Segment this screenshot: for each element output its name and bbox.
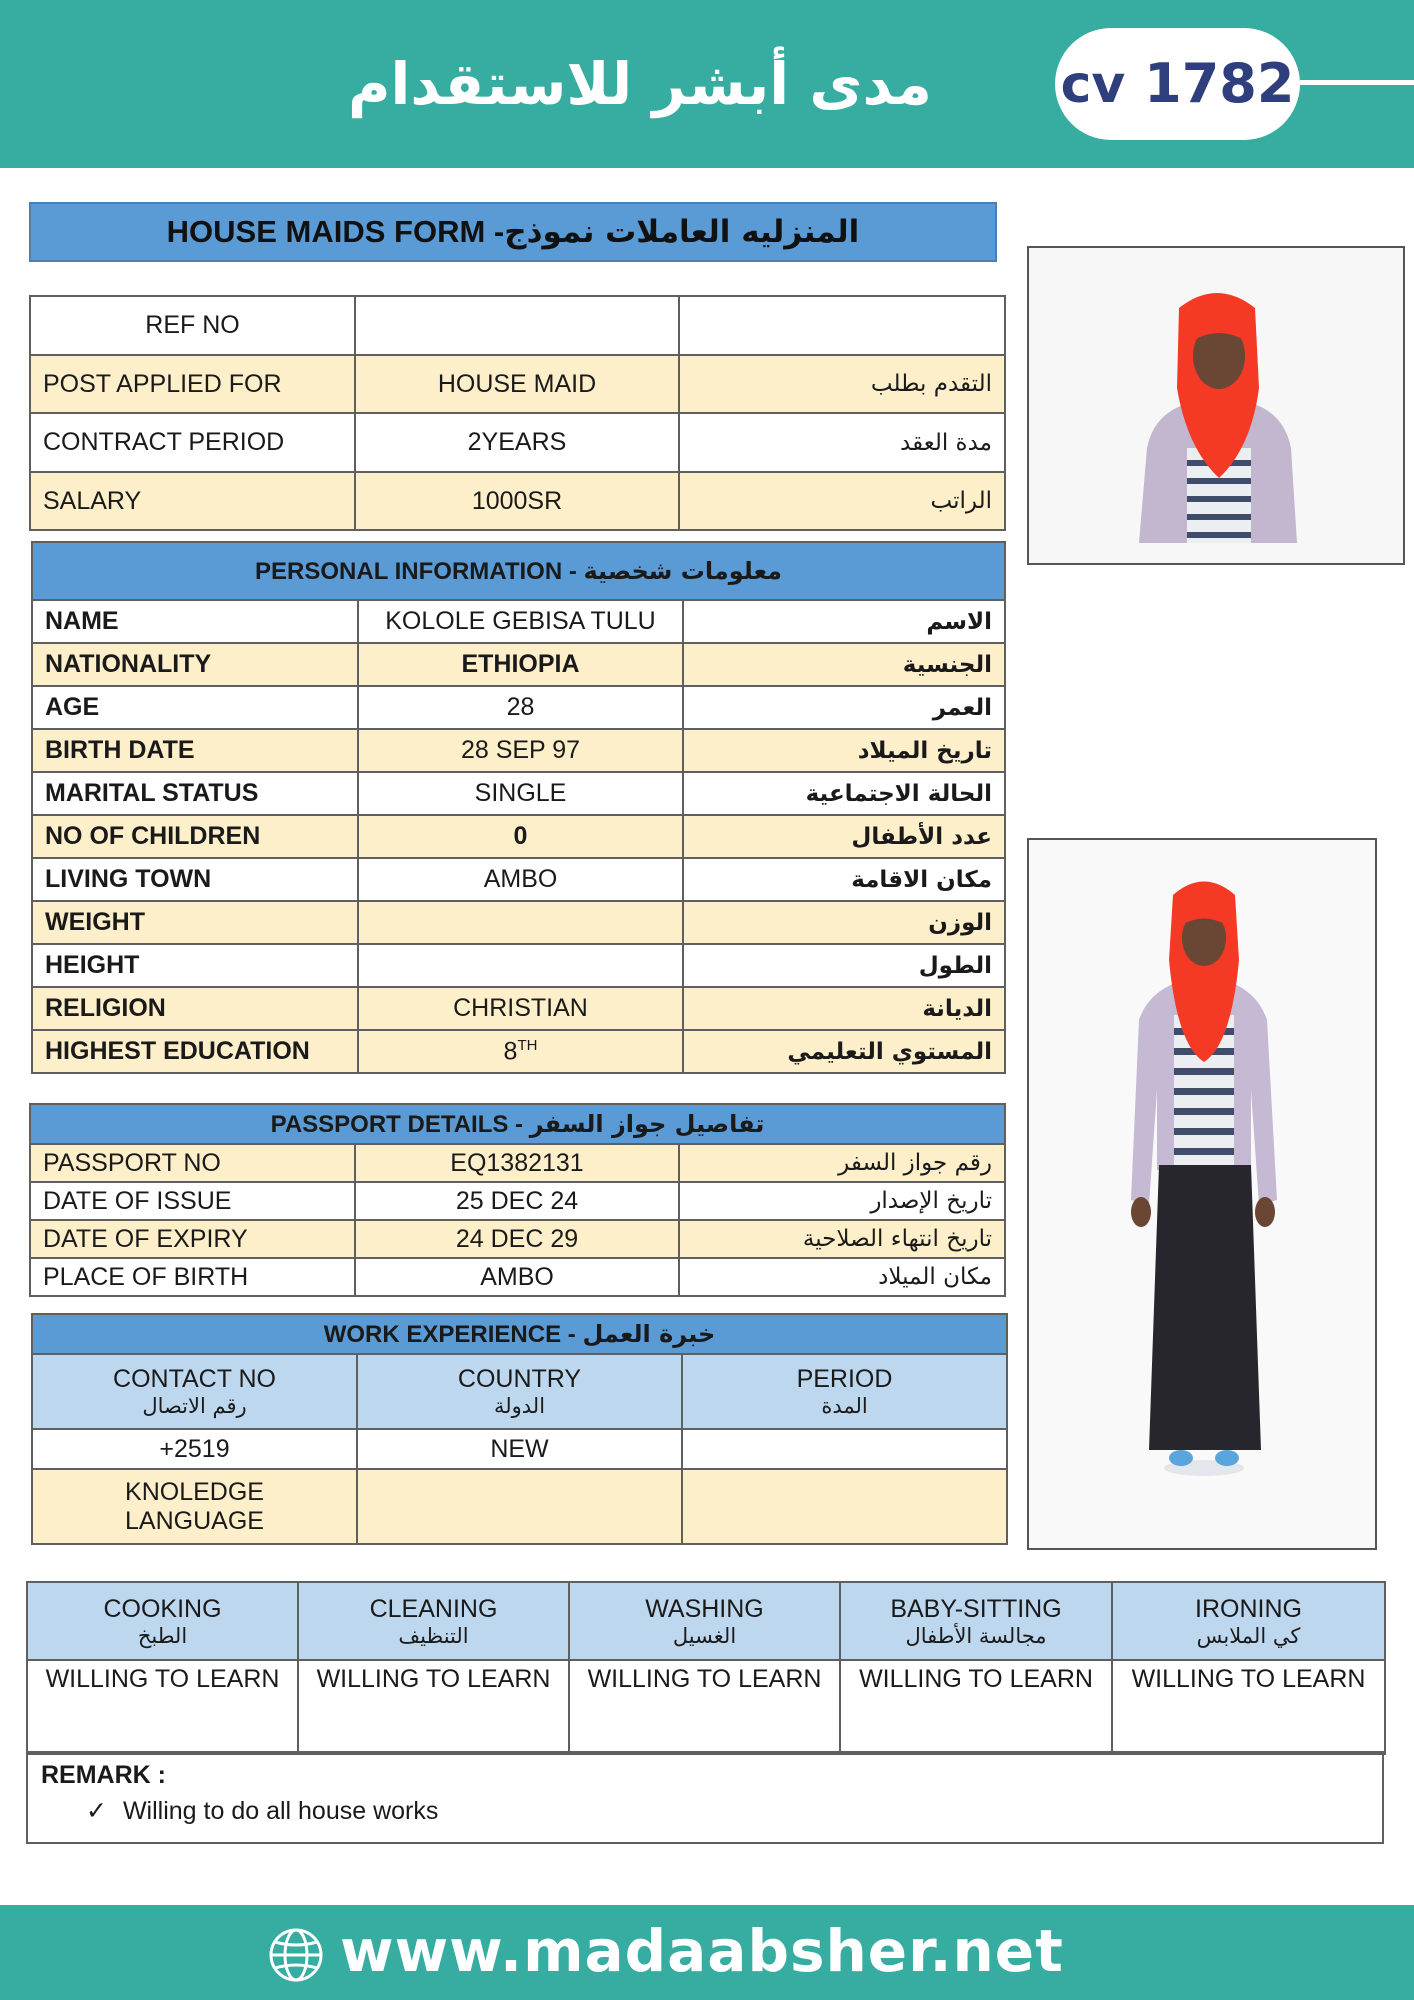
- religion-label: RELIGION: [32, 987, 358, 1030]
- height-value: [358, 944, 683, 987]
- age-value: 28: [358, 686, 683, 729]
- table-row: [32, 643, 1005, 686]
- nationality-arabic: الجنسية: [683, 643, 1005, 686]
- table-row: [32, 815, 1005, 858]
- marital-status-arabic: الحالة الاجتماعية: [683, 772, 1005, 815]
- knowledge-label-line2: LANGUAGE: [125, 1506, 264, 1535]
- work-heading: WORK EXPERIENCE - خبرة العمل: [32, 1314, 1007, 1354]
- nationality-value: ETHIOPIA: [358, 643, 683, 686]
- skill-cooking-ar: الطبخ: [137, 1623, 188, 1648]
- full-body-photo-frame: [1027, 838, 1377, 1550]
- salary-arabic: الراتب: [679, 472, 1005, 530]
- contact-no-header: [32, 1354, 357, 1429]
- expiry-date-arabic: تاريخ انتهاء الصلاحية: [679, 1220, 1005, 1258]
- contract-period-value: 2YEARS: [355, 413, 679, 472]
- skill-cleaning-en: CLEANING: [369, 1594, 498, 1623]
- height-arabic: الطول: [683, 944, 1005, 987]
- country-header-ar: الدولة: [493, 1394, 546, 1418]
- skill-washing-header: [569, 1582, 840, 1660]
- checkmark-icon: ✓: [86, 1797, 107, 1825]
- table-row: [32, 600, 1005, 643]
- table-row: [30, 1182, 1005, 1220]
- skill-washing-en: WASHING: [645, 1594, 764, 1623]
- contact-no-header-ar: رقم الاتصال: [142, 1394, 247, 1418]
- skill-ironing-header: [1112, 1582, 1385, 1660]
- cv-number-badge: [1055, 28, 1300, 140]
- company-title: مدى أبشر للاستقدام: [348, 50, 932, 118]
- skill-babysitting-value: WILLING TO LEARN: [840, 1660, 1112, 1754]
- table-row: [30, 1220, 1005, 1258]
- table-row: [32, 901, 1005, 944]
- table-row: [32, 772, 1005, 815]
- skill-ironing-ar: كي الملابس: [1196, 1623, 1301, 1648]
- table-row: [30, 1258, 1005, 1296]
- skill-ironing-value: WILLING TO LEARN: [1112, 1660, 1385, 1754]
- work-experience-table: [31, 1313, 1008, 1545]
- skill-cleaning-header: [298, 1582, 569, 1660]
- skill-washing-ar: الغسيل: [672, 1623, 737, 1648]
- knowledge-language-extra: [682, 1469, 1007, 1544]
- knowledge-language-label: [32, 1469, 357, 1544]
- personal-heading-ar: معلومات شخصية: [583, 556, 782, 585]
- height-label: HEIGHT: [32, 944, 358, 987]
- form-title-arabic: المنزليه العاملات نموذج: [504, 214, 860, 250]
- marital-status-label: MARITAL STATUS: [32, 772, 358, 815]
- portrait-photo-frame: [1027, 246, 1405, 565]
- birth-place-arabic: مكان الميلاد: [679, 1258, 1005, 1296]
- table-row: [32, 858, 1005, 901]
- skill-washing-value: WILLING TO LEARN: [569, 1660, 840, 1754]
- passport-table: [29, 1103, 1006, 1297]
- skills-table: [26, 1581, 1386, 1755]
- work-heading-ar: خبرة العمل: [582, 1319, 716, 1348]
- skill-cleaning-ar: التنظيف: [398, 1623, 469, 1648]
- issue-date-value: 25 DEC 24: [355, 1182, 679, 1220]
- remark-box: [26, 1751, 1384, 1844]
- job-info-table: [29, 295, 1006, 531]
- post-applied-value: HOUSE MAID: [355, 355, 679, 413]
- personal-info-table: [31, 541, 1006, 1074]
- header-bar: [0, 0, 1414, 168]
- education-value: [358, 1030, 683, 1073]
- website-link[interactable]: www.madaabsher.net: [340, 1917, 1064, 1985]
- name-arabic: الاسم: [683, 600, 1005, 643]
- table-row: [30, 413, 1005, 472]
- table-row: [32, 1429, 1007, 1469]
- weight-label: WEIGHT: [32, 901, 358, 944]
- age-arabic: العمر: [683, 686, 1005, 729]
- expiry-date-label: DATE OF EXPIRY: [30, 1220, 355, 1258]
- form-title-separator: -: [493, 214, 505, 249]
- globe-icon: [268, 1927, 324, 1983]
- birth-date-arabic: تاريخ الميلاد: [683, 729, 1005, 772]
- work-heading-en: WORK EXPERIENCE: [323, 1320, 562, 1348]
- post-applied-label: POST APPLIED FOR: [30, 355, 355, 413]
- children-label: NO OF CHILDREN: [32, 815, 358, 858]
- passport-no-value: EQ1382131: [355, 1144, 679, 1182]
- children-arabic: عدد الأطفال: [683, 815, 1005, 858]
- work-columns-row: [32, 1354, 1007, 1429]
- table-row: [32, 944, 1005, 987]
- religion-arabic: الديانة: [683, 987, 1005, 1030]
- name-value: KOLOLE GEBISA TULU: [358, 600, 683, 643]
- country-value: NEW: [357, 1429, 682, 1469]
- weight-arabic: الوزن: [683, 901, 1005, 944]
- passport-no-label: PASSPORT NO: [30, 1144, 355, 1182]
- skills-header-row: [27, 1582, 1385, 1660]
- table-row: [30, 1144, 1005, 1182]
- skill-cooking-header: [27, 1582, 298, 1660]
- education-label: HIGHEST EDUCATION: [32, 1030, 358, 1073]
- skill-cooking-en: COOKING: [103, 1594, 222, 1623]
- post-applied-arabic: التقدم بطلب: [679, 355, 1005, 413]
- footer-bar: [0, 1905, 1414, 2000]
- skills-value-row: [27, 1660, 1385, 1754]
- issue-date-label: DATE OF ISSUE: [30, 1182, 355, 1220]
- table-row: [32, 1469, 1007, 1544]
- skill-ironing-en: IRONING: [1195, 1594, 1302, 1623]
- contact-no-value: +2519: [32, 1429, 357, 1469]
- remark-text: Willing to do all house works: [122, 1797, 439, 1825]
- personal-info-heading: PERSONAL INFORMATION - معلومات شخصية: [32, 542, 1005, 600]
- passport-heading-row: [30, 1104, 1005, 1144]
- portrait-photo: [1029, 248, 1403, 563]
- cv-number: 1782: [1144, 52, 1295, 115]
- expiry-date-value: 24 DEC 29: [355, 1220, 679, 1258]
- living-town-value: AMBO: [358, 858, 683, 901]
- children-value: 0: [358, 815, 683, 858]
- period-header: [682, 1354, 1007, 1429]
- country-header: [357, 1354, 682, 1429]
- form-title-english: HOUSE MAIDS FORM: [166, 214, 486, 249]
- skill-babysitting-header: [840, 1582, 1112, 1660]
- education-grade: 8: [503, 1037, 518, 1066]
- ref-no-label: REF NO: [30, 296, 355, 355]
- knowledge-label-line1: KNOLEDGE: [125, 1477, 264, 1506]
- education-suffix: TH: [517, 1036, 538, 1054]
- cv-prefix: cv: [1060, 55, 1126, 115]
- living-town-label: LIVING TOWN: [32, 858, 358, 901]
- contract-period-label: CONTRACT PERIOD: [30, 413, 355, 472]
- skill-babysitting-en: BABY-SITTING: [890, 1594, 1062, 1623]
- form-title-bar: [29, 202, 997, 262]
- salary-label: SALARY: [30, 472, 355, 530]
- table-row: [30, 472, 1005, 530]
- contact-no-header-en: CONTACT NO: [113, 1365, 276, 1393]
- skill-cleaning-value: WILLING TO LEARN: [298, 1660, 569, 1754]
- period-value: [682, 1429, 1007, 1469]
- issue-date-arabic: تاريخ الإصدار: [679, 1182, 1005, 1220]
- table-row: [32, 1030, 1005, 1073]
- education-arabic: المستوي التعليمي: [683, 1030, 1005, 1073]
- nationality-label: NATIONALITY: [32, 643, 358, 686]
- header-divider-line: [1300, 80, 1414, 85]
- country-header-en: COUNTRY: [457, 1365, 582, 1393]
- living-town-arabic: مكان الاقامة: [683, 858, 1005, 901]
- passport-no-arabic: رقم جواز السفر: [679, 1144, 1005, 1182]
- birth-date-value: 28 SEP 97: [358, 729, 683, 772]
- birth-place-value: AMBO: [355, 1258, 679, 1296]
- passport-heading-en: PASSPORT DETAILS: [270, 1110, 509, 1138]
- skill-cooking-value: WILLING TO LEARN: [27, 1660, 298, 1754]
- table-row: [30, 355, 1005, 413]
- religion-value: CHRISTIAN: [358, 987, 683, 1030]
- age-label: AGE: [32, 686, 358, 729]
- table-row: [32, 987, 1005, 1030]
- period-header-en: PERIOD: [796, 1365, 893, 1393]
- birth-date-label: BIRTH DATE: [32, 729, 358, 772]
- work-heading-row: [32, 1314, 1007, 1354]
- ref-no-arabic: [679, 296, 1005, 355]
- ref-no-value: [355, 296, 679, 355]
- table-row: [30, 296, 1005, 355]
- table-row: [32, 686, 1005, 729]
- birth-place-label: PLACE OF BIRTH: [30, 1258, 355, 1296]
- personal-info-heading-row: [32, 542, 1005, 600]
- skill-babysitting-ar: مجالسة الأطفال: [905, 1623, 1047, 1648]
- weight-value: [358, 901, 683, 944]
- passport-heading: PASSPORT DETAILS - تفاصيل جواز السفر: [30, 1104, 1005, 1144]
- remark-label: REMARK :: [41, 1761, 166, 1789]
- salary-value: 1000SR: [355, 472, 679, 530]
- marital-status-value: SINGLE: [358, 772, 683, 815]
- remark-item: [86, 1796, 438, 1826]
- period-header-ar: المدة: [821, 1394, 868, 1418]
- knowledge-language-value: [357, 1469, 682, 1544]
- contract-period-arabic: مدة العقد: [679, 413, 1005, 472]
- full-body-photo: [1029, 840, 1375, 1548]
- table-row: [32, 729, 1005, 772]
- personal-heading-en: PERSONAL INFORMATION: [255, 557, 563, 585]
- name-label: NAME: [32, 600, 358, 643]
- passport-heading-ar: تفاصيل جواز السفر: [529, 1109, 765, 1138]
